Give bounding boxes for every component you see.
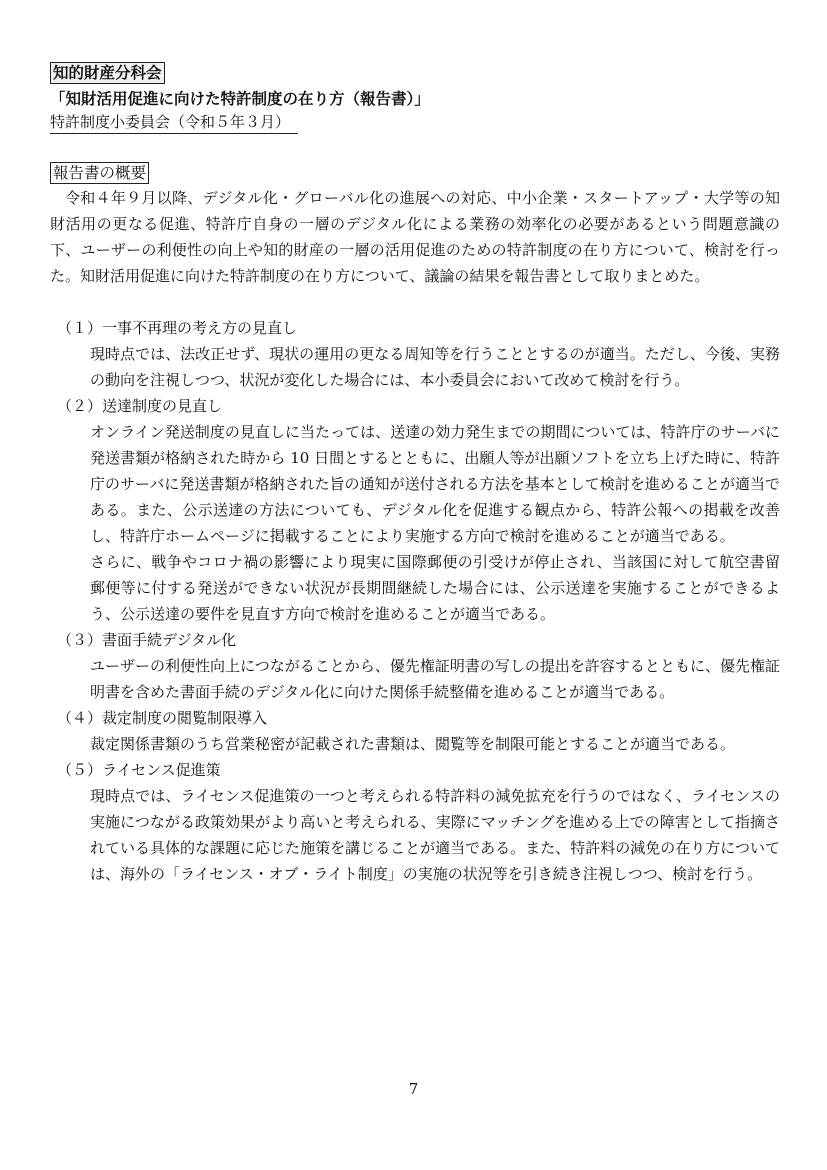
section-2 [50,393,780,627]
page-number: 7 [408,1080,419,1098]
section-heading: （２）送達制度の見直し [57,397,223,415]
overview-text: 令和４年９月以降、デジタル化・グローバル化の進展への対応、中小企業・スタートアップ・大学等の知財活用の更なる促進、特許庁自身の一層のデジタル化による業務の効率化の必要があるという問題意識の下、ユーザーの利便性の向上や知的財産の一層の活用促進のための特許制度の在り方について、検討を行った。知財活用促進に向けた特許制度の在り方について、議論の結果を報告書として取りまとめた。 [50,189,780,285]
section-5 [50,757,780,887]
section-heading: （３）書面手続デジタル化 [57,631,237,649]
overview-label: 報告書の概要 [50,162,149,184]
section-paragraph: 現時点では、法改正せず、現状の運用の更なる周知等を行うこととするのが適当。ただし、今後、実務の動向を注視しつつ、状況が変化した場合には、本小委員会において改めて検討を行う。 [90,345,780,389]
section-paragraph: 裁定関係書類のうち営業秘密が記載された書類は、閲覧等を制限可能とすることが適当である。 [90,735,736,753]
section-heading: （５）ライセンス促進策 [57,761,221,779]
document-page [50,62,780,887]
report-subtitle: 特許制度小委員会（令和５年３月） [50,111,298,134]
section-paragraph: ユーザーの利便性向上につながることから、優先権証明書の写しの提出を許容するとともに、優先権証明書を含めた書面手続のデジタル化に向けた関係手続整備を進めることが適当である。 [90,657,780,701]
report-title: 「知財活用促進に向けた特許制度の在り方（報告書）」 [50,89,430,108]
section-4 [50,705,780,757]
section-1 [50,315,780,393]
section-3 [50,627,780,705]
section-paragraph: さらに、戦争やコロナ禍の影響により現実に国際郵便の引受けが停止され、当該国に対して航空書留郵便等に付する発送ができない状況が長期間継続した場合には、公示送達を実施することができるよう、公示送達の要件を見直す方向で検討を進めることが適当である。 [90,553,780,623]
section-heading: （１）一事不再理の考え方の見直し [57,319,298,337]
section-heading: （４）裁定制度の閲覧制限導入 [57,709,268,727]
overview-section [50,162,780,184]
sections-list [50,315,780,887]
section-paragraph: 現時点では、ライセンス促進策の一つと考えられる特許料の減免拡充を行うのではなく、ライセンスの実施につながる政策効果がより高いと考えられる、実際にマッチングを進める上での障害として指摘されている具体的な課題に応じた施策を講じることが適当である。また、特許料の減免の在り方については、海外の「ライセンス・オブ・ライト制度」の実施の状況等を引き続き注視しつつ、検討を行う。 [90,787,780,883]
section-paragraph: オンライン発送制度の見直しに当たっては、送達の効力発生までの期間については、特許庁のサーバに発送書類が格納された時から 10 日間とするとともに、出願人等が出願ソフトを立ち上げた時に、特許庁のサーバに発送書類が格納された旨の通知が送付される方法を基本として検討を進めることが適当である。また、公示送達の方法についても、デジタル化を促進する観点から、特許公報への掲載を改善し、特許庁ホームページに掲載することにより実施する方向で検討を進めることが適当である。 [90,423,780,545]
committee-label: 知的財産分科会 [50,62,165,84]
